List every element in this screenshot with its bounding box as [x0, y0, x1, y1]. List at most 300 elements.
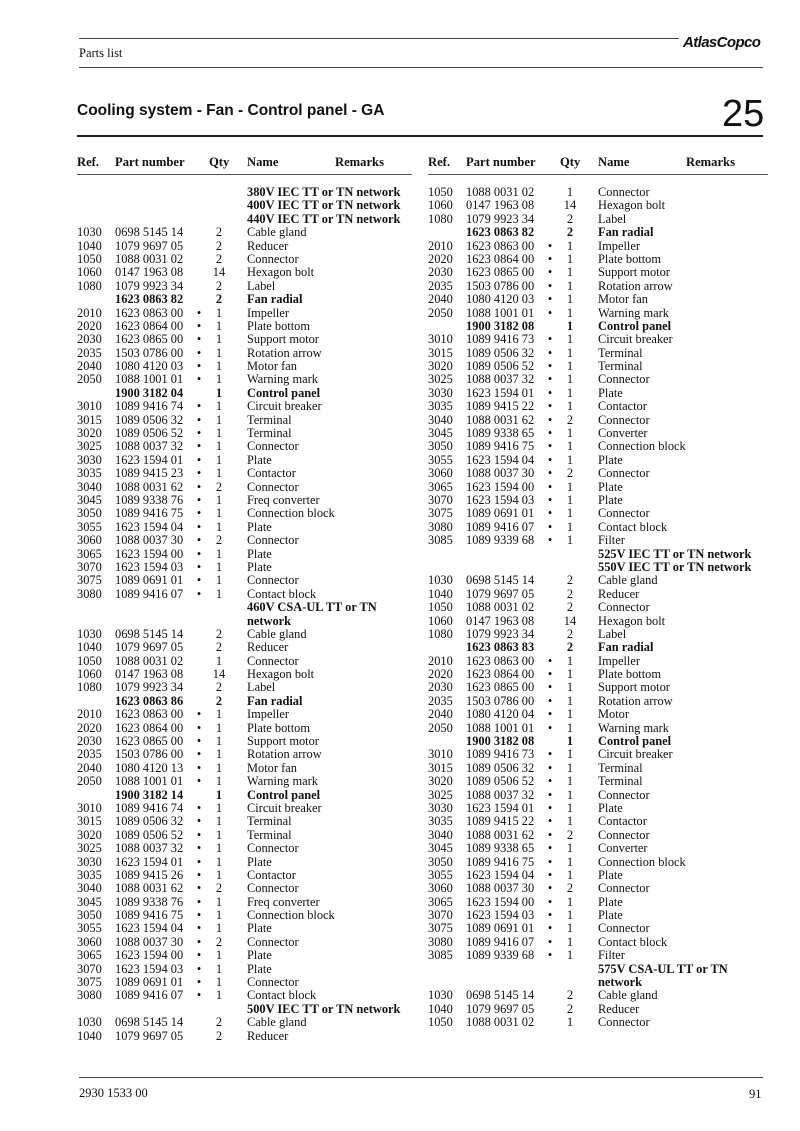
qty-cell: 2: [215, 225, 223, 240]
header-name: Name: [598, 155, 630, 169]
ref-cell: 3065: [77, 948, 102, 963]
qty-cell: 2: [566, 600, 574, 615]
table-row: [428, 735, 768, 748]
name-cell: Contact block: [247, 988, 317, 1003]
part-number-cell: 1089 0691 01: [466, 921, 535, 936]
bullet-marker: •: [196, 533, 202, 548]
bullet-marker: •: [547, 747, 553, 762]
qty-cell: 14: [212, 667, 226, 682]
qty-cell: 1: [215, 492, 223, 507]
table-row: [428, 748, 768, 761]
bullet-marker: •: [547, 359, 553, 374]
name-cell: Motor: [598, 707, 629, 722]
bullet-marker: •: [547, 814, 553, 829]
name-cell: Impeller: [598, 238, 640, 253]
table-row: [77, 240, 412, 253]
ref-cell: 3025: [77, 439, 102, 454]
table-row: [428, 856, 768, 869]
qty-cell: 2: [566, 881, 574, 896]
part-number-cell: 1623 0863 00: [115, 305, 184, 320]
bullet-marker: •: [196, 359, 202, 374]
bullet-marker: •: [196, 734, 202, 749]
part-number-cell: 1088 0031 02: [115, 251, 184, 266]
bullet-marker: •: [547, 800, 553, 815]
part-number-cell: 1089 9416 75: [466, 854, 535, 869]
table-row: [77, 373, 412, 386]
name-cell: Contactor: [598, 399, 647, 414]
qty-cell: 1: [566, 278, 574, 293]
part-number-cell: 1088 0031 02: [466, 600, 535, 615]
part-number-cell: 0147 1963 08: [466, 613, 535, 628]
ref-cell: 1040: [428, 586, 453, 601]
table-row: [428, 186, 768, 199]
qty-cell: 1: [566, 492, 574, 507]
ref-cell: 3020: [428, 774, 453, 789]
qty-cell: 1: [215, 439, 223, 454]
column-header-rule: [428, 174, 768, 175]
ref-cell: 2050: [428, 305, 453, 320]
qty-cell: 1: [215, 814, 223, 829]
name-cell: Warning mark: [247, 774, 318, 789]
part-number-cell: 1089 9415 23: [115, 466, 184, 481]
bullet-marker: •: [196, 707, 202, 722]
table-row: [77, 695, 412, 708]
name-cell: Plate: [598, 800, 623, 815]
part-number-cell: 1623 1594 04: [466, 867, 535, 882]
table-row: [428, 976, 768, 989]
bullet-marker: •: [547, 412, 553, 427]
name-cell: Connector: [598, 1015, 650, 1030]
qty-cell: 1: [566, 720, 574, 735]
table-row: [428, 266, 768, 279]
bullet-marker: •: [547, 506, 553, 521]
bullet-marker: •: [547, 867, 553, 882]
name-cell: Plate: [247, 519, 272, 534]
part-number-cell: 1623 1594 04: [466, 452, 535, 467]
part-number-cell: 1088 1001 01: [466, 305, 535, 320]
table-row: [428, 601, 768, 614]
qty-cell: 1: [215, 908, 223, 923]
qty-cell: 1: [215, 800, 223, 815]
part-number-cell: 1088 0031 02: [115, 653, 184, 668]
part-number-cell: 1089 9416 73: [466, 332, 535, 347]
qty-cell: 1: [215, 948, 223, 963]
part-number-cell: 1900 3182 04: [115, 385, 184, 400]
qty-cell: 2: [215, 693, 223, 708]
table-row: [428, 427, 768, 440]
name-cell: Connector: [247, 251, 299, 266]
part-number-cell: 1900 3182 08: [466, 318, 535, 333]
part-number-cell: 1088 0037 30: [466, 881, 535, 896]
table-row: [77, 226, 412, 239]
name-cell: Circuit breaker: [598, 747, 673, 762]
bullet-marker: •: [196, 559, 202, 574]
table-row: [77, 1003, 412, 1016]
qty-cell: 2: [566, 211, 574, 226]
name-cell: Cable gland: [247, 1015, 307, 1030]
qty-cell: 1: [566, 265, 574, 280]
bullet-marker: •: [547, 385, 553, 400]
part-number-cell: 0698 5145 14: [115, 225, 184, 240]
name-cell: Connector: [598, 506, 650, 521]
name-cell: Control panel: [598, 734, 672, 749]
qty-cell: 1: [566, 332, 574, 347]
ref-cell: 3015: [77, 814, 102, 829]
bullet-marker: •: [547, 693, 553, 708]
name-cell: Support motor: [247, 734, 319, 749]
name-cell: Control panel: [598, 318, 672, 333]
bullet-marker: •: [547, 278, 553, 293]
table-row: [77, 681, 412, 694]
header-qty: Qty: [209, 155, 230, 169]
ref-cell: 3080: [428, 519, 453, 534]
ref-cell: 1060: [77, 667, 102, 682]
table-row: [77, 427, 412, 440]
name-cell: Warning mark: [598, 720, 669, 735]
ref-cell: 3080: [77, 586, 102, 601]
bullet-marker: •: [547, 653, 553, 668]
header-rule: [79, 38, 679, 39]
ref-cell: 1050: [77, 653, 102, 668]
title-rule: [77, 135, 763, 137]
table-row: [428, 253, 768, 266]
bullet-marker: •: [196, 774, 202, 789]
bullet-marker: •: [547, 265, 553, 280]
qty-cell: 1: [566, 747, 574, 762]
table-row: [77, 802, 412, 815]
part-number-cell: 1079 9697 05: [115, 1028, 184, 1043]
table-row: [77, 735, 412, 748]
ref-cell: 3050: [77, 506, 102, 521]
bullet-marker: •: [196, 492, 202, 507]
ref-cell: 3075: [428, 921, 453, 936]
qty-cell: 1: [215, 332, 223, 347]
name-cell: Motor fan: [247, 359, 297, 374]
table-row: [77, 936, 412, 949]
header-part-number: Part number: [466, 155, 536, 169]
ref-cell: 3075: [77, 573, 102, 588]
name-cell: Impeller: [598, 653, 640, 668]
table-row: [428, 360, 768, 373]
part-number-cell: 1623 1594 01: [466, 800, 535, 815]
part-number-cell: 1900 3182 08: [466, 734, 535, 749]
name-cell: Connector: [598, 412, 650, 427]
table-row: [77, 976, 412, 989]
bullet-marker: •: [547, 680, 553, 695]
part-number-cell: 1088 0037 32: [115, 439, 184, 454]
table-row: [77, 615, 412, 628]
name-cell: Rotation arrow: [598, 693, 673, 708]
qty-cell: 2: [215, 238, 223, 253]
bullet-marker: •: [196, 586, 202, 601]
qty-cell: 1: [215, 506, 223, 521]
bullet-marker: •: [547, 841, 553, 856]
table-row: [77, 186, 412, 199]
name-cell: Fan radial: [598, 225, 654, 240]
table-row: [77, 882, 412, 895]
table-row: [77, 1016, 412, 1029]
bullet-marker: •: [547, 948, 553, 963]
name-cell: 400V IEC TT or TN network: [247, 198, 401, 213]
name-cell: Connector: [247, 653, 299, 668]
qty-cell: 1: [215, 345, 223, 360]
qty-cell: 14: [212, 265, 226, 280]
table-row: [77, 481, 412, 494]
ref-cell: 2035: [428, 278, 453, 293]
part-number-cell: 1089 0506 52: [466, 359, 535, 374]
table-row: [77, 400, 412, 413]
table-row: [428, 628, 768, 641]
qty-cell: 1: [566, 841, 574, 856]
table-row: [77, 989, 412, 1002]
name-cell: Connection block: [598, 854, 686, 869]
qty-cell: 1: [566, 921, 574, 936]
name-cell: Contact block: [598, 519, 668, 534]
qty-cell: 2: [566, 573, 574, 588]
bullet-marker: •: [547, 720, 553, 735]
qty-cell: 2: [215, 533, 223, 548]
name-cell: Label: [247, 680, 276, 695]
column-header: [428, 155, 768, 173]
name-cell: Plate bottom: [598, 251, 661, 266]
bullet-marker: •: [547, 760, 553, 775]
table-row: [77, 588, 412, 601]
part-number-cell: 1623 0863 00: [115, 707, 184, 722]
name-cell: Hexagon bolt: [247, 265, 315, 280]
name-cell: Plate bottom: [598, 667, 661, 682]
table-row: [77, 601, 412, 614]
part-number-cell: 1088 0031 62: [115, 479, 184, 494]
name-cell: Cable gland: [598, 988, 658, 1003]
name-cell: Hexagon bolt: [247, 667, 315, 682]
name-cell: Reducer: [247, 1028, 289, 1043]
ref-cell: 3070: [77, 559, 102, 574]
table-row: [77, 641, 412, 654]
qty-cell: 1: [566, 452, 574, 467]
name-cell: Motor fan: [247, 760, 297, 775]
part-number-cell: 1503 0786 00: [466, 693, 535, 708]
bullet-marker: •: [547, 787, 553, 802]
table-row: [77, 909, 412, 922]
name-cell: Connector: [598, 787, 650, 802]
name-cell: Reducer: [247, 640, 289, 655]
table-row: [428, 762, 768, 775]
qty-cell: 1: [215, 546, 223, 561]
part-number-cell: 1089 9338 65: [466, 426, 535, 441]
qty-cell: 2: [215, 640, 223, 655]
table-row: [428, 1003, 768, 1016]
qty-cell: 1: [215, 359, 223, 374]
table-row: [428, 307, 768, 320]
qty-cell: 1: [566, 908, 574, 923]
table-row: [77, 722, 412, 735]
qty-cell: 1: [566, 854, 574, 869]
name-cell: Plate: [247, 948, 272, 963]
qty-cell: 1: [566, 506, 574, 521]
ref-cell: 3035: [77, 466, 102, 481]
ref-cell: 2050: [428, 720, 453, 735]
name-cell: Reducer: [247, 238, 289, 253]
part-number-cell: 1623 1594 03: [115, 961, 184, 976]
ref-cell: 3010: [77, 399, 102, 414]
part-number-cell: 1089 9416 75: [115, 506, 184, 521]
table-row: [77, 293, 412, 306]
qty-cell: 1: [566, 251, 574, 266]
part-number-cell: 1623 0865 00: [115, 332, 184, 347]
qty-cell: 1: [215, 573, 223, 588]
table-row: [77, 507, 412, 520]
ref-cell: 3045: [77, 492, 102, 507]
part-number-cell: 1623 0865 00: [466, 265, 535, 280]
bullet-marker: •: [196, 894, 202, 909]
name-cell: Filter: [598, 948, 625, 963]
part-number-cell: 1088 0037 32: [115, 841, 184, 856]
table-row: [77, 561, 412, 574]
qty-cell: 1: [215, 867, 223, 882]
qty-cell: 1: [215, 921, 223, 936]
qty-cell: 1: [566, 479, 574, 494]
qty-cell: 1: [215, 426, 223, 441]
table-row: [428, 280, 768, 293]
name-cell: Reducer: [598, 586, 640, 601]
table-row: [428, 521, 768, 534]
part-number-cell: 1623 1594 00: [466, 894, 535, 909]
ref-cell: 1060: [77, 265, 102, 280]
name-cell: Freq converter: [247, 492, 320, 507]
part-number-cell: 1089 0506 32: [115, 412, 184, 427]
ref-cell: 3010: [428, 332, 453, 347]
part-number-cell: 1089 9338 76: [115, 492, 184, 507]
qty-cell: 2: [215, 881, 223, 896]
name-cell: Impeller: [247, 707, 289, 722]
name-cell: Rotation arrow: [247, 747, 322, 762]
part-number-cell: 1623 0865 00: [115, 734, 184, 749]
qty-cell: 2: [215, 626, 223, 641]
ref-cell: 3010: [77, 800, 102, 815]
bullet-marker: •: [547, 466, 553, 481]
part-number-cell: 0698 5145 14: [466, 988, 535, 1003]
part-number-cell: 1089 0691 01: [115, 573, 184, 588]
table-row: [428, 574, 768, 587]
name-cell: Reducer: [598, 1001, 640, 1016]
qty-cell: 1: [566, 774, 574, 789]
name-cell: Connector: [247, 533, 299, 548]
part-number-cell: 1088 1001 01: [115, 372, 184, 387]
table-row: [428, 333, 768, 346]
qty-cell: 1: [215, 841, 223, 856]
ref-cell: 3040: [428, 827, 453, 842]
table-row: [428, 936, 768, 949]
part-number-cell: 1623 0865 00: [466, 680, 535, 695]
part-number-cell: 1089 9415 22: [466, 399, 535, 414]
part-number-cell: 1900 3182 14: [115, 787, 184, 802]
qty-cell: 2: [215, 1028, 223, 1043]
name-cell: Terminal: [247, 426, 292, 441]
bullet-marker: •: [196, 720, 202, 735]
name-cell: Circuit breaker: [598, 332, 673, 347]
part-number-cell: 1623 1594 03: [466, 492, 535, 507]
ref-cell: 2035: [77, 345, 102, 360]
header-rule-lower: [79, 67, 763, 68]
qty-cell: 1: [215, 774, 223, 789]
part-number-cell: 0698 5145 14: [115, 1015, 184, 1030]
ref-cell: 2030: [77, 734, 102, 749]
part-number-cell: 1623 1594 00: [466, 479, 535, 494]
ref-cell: 3085: [428, 948, 453, 963]
name-cell: Connector: [598, 921, 650, 936]
name-cell: Connector: [247, 975, 299, 990]
qty-cell: 1: [566, 385, 574, 400]
qty-cell: 1: [566, 533, 574, 548]
table-row: [428, 481, 768, 494]
ref-cell: 3065: [428, 479, 453, 494]
ref-cell: 1030: [77, 626, 102, 641]
table-row: [77, 775, 412, 788]
header-label: Parts list: [79, 46, 123, 60]
part-number-cell: 1623 1594 03: [115, 559, 184, 574]
name-cell: Filter: [598, 533, 625, 548]
qty-cell: 2: [566, 827, 574, 842]
table-row: [428, 400, 768, 413]
part-number-cell: 1503 0786 00: [115, 747, 184, 762]
table-row: [77, 949, 412, 962]
name-cell: Plate bottom: [247, 318, 310, 333]
part-number-cell: 1089 9416 73: [466, 747, 535, 762]
ref-cell: 3025: [77, 841, 102, 856]
part-number-cell: 1080 4120 04: [466, 707, 535, 722]
table-row: [77, 548, 412, 561]
ref-cell: 3010: [428, 747, 453, 762]
table-row: [77, 467, 412, 480]
name-cell: Freq converter: [247, 894, 320, 909]
ref-cell: 3050: [428, 854, 453, 869]
table-row: [428, 414, 768, 427]
table-row: [77, 333, 412, 346]
part-number-cell: 1089 9416 07: [115, 586, 184, 601]
table-row: [428, 722, 768, 735]
name-cell: network: [247, 613, 292, 628]
part-number-cell: 0147 1963 08: [115, 265, 184, 280]
name-cell: Connector: [247, 841, 299, 856]
qty-cell: 1: [566, 1015, 574, 1030]
table-row: [77, 922, 412, 935]
qty-cell: 1: [215, 720, 223, 735]
table-row: [428, 695, 768, 708]
name-cell: Contactor: [598, 814, 647, 829]
qty-cell: 2: [566, 466, 574, 481]
bullet-marker: •: [547, 332, 553, 347]
bullet-marker: •: [547, 399, 553, 414]
ref-cell: 3030: [428, 385, 453, 400]
ref-cell: 2040: [428, 707, 453, 722]
name-cell: 460V CSA-UL TT or TN: [247, 600, 377, 615]
bullet-marker: •: [547, 921, 553, 936]
bullet-marker: •: [196, 961, 202, 976]
name-cell: Terminal: [598, 345, 643, 360]
part-number-cell: 1089 9339 68: [466, 533, 535, 548]
ref-cell: 3055: [77, 519, 102, 534]
ref-cell: 2030: [77, 332, 102, 347]
part-number-cell: 1623 1594 01: [115, 452, 184, 467]
bullet-marker: •: [547, 292, 553, 307]
qty-cell: 1: [566, 238, 574, 253]
bullet-marker: •: [547, 707, 553, 722]
bullet-marker: •: [547, 238, 553, 253]
name-cell: Plate bottom: [247, 720, 310, 735]
part-number-cell: 1089 9416 75: [115, 908, 184, 923]
table-row: [77, 655, 412, 668]
name-cell: Label: [598, 211, 627, 226]
